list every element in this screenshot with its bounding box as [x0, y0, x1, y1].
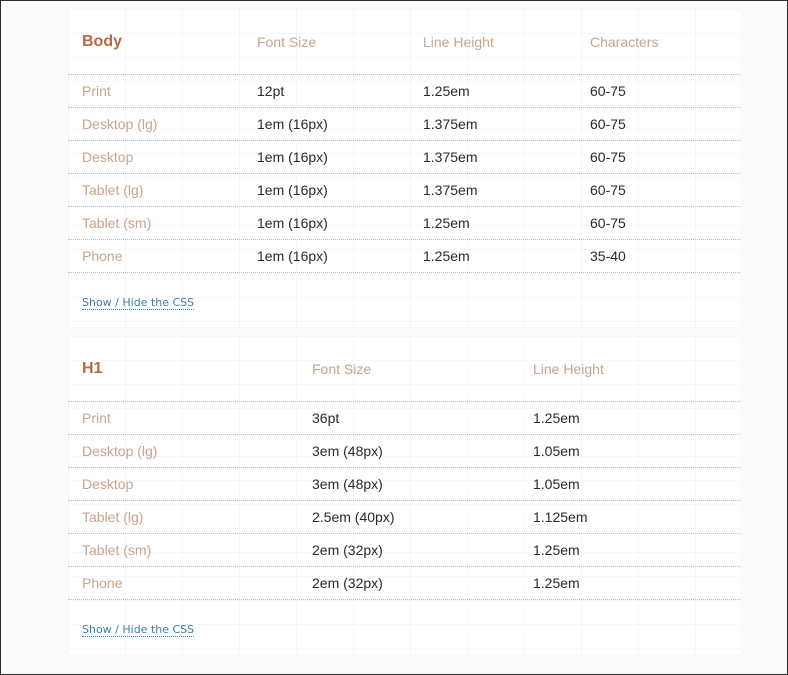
line-height-value: 1.25em — [423, 83, 470, 99]
toggle-css-link-h1[interactable]: Show / Hide the CSS — [82, 623, 195, 636]
font-size-value: 1em (16px) — [257, 248, 328, 264]
table-header-row — [68, 9, 740, 75]
table-row — [68, 108, 740, 141]
device-label: Tablet (lg) — [82, 182, 144, 198]
device-label: Desktop — [82, 149, 134, 165]
h1-type-card — [68, 336, 740, 654]
font-size-value: 2em (32px) — [312, 575, 383, 591]
device-label: Desktop (lg) — [82, 116, 158, 132]
line-height-value: 1.25em — [533, 410, 580, 426]
device-label: Desktop — [82, 476, 134, 492]
body-type-card — [68, 9, 740, 327]
table-header-row — [68, 336, 740, 402]
device-label: Print — [82, 410, 111, 426]
characters-value: 60-75 — [590, 215, 626, 231]
characters-value: 60-75 — [590, 116, 626, 132]
characters-value: 60-75 — [590, 149, 626, 165]
font-size-value: 36pt — [312, 410, 340, 426]
table-title-body: Body — [82, 32, 122, 50]
toggle-css-link-body[interactable]: Show / Hide the CSS — [82, 296, 195, 309]
line-height-value: 1.375em — [423, 182, 478, 198]
table-row — [68, 207, 740, 240]
line-height-value: 1.25em — [533, 575, 580, 591]
line-height-value: 1.25em — [533, 542, 580, 558]
table-row — [68, 435, 740, 468]
column-header-font-size: Font Size — [312, 360, 372, 377]
h1-type-table — [68, 336, 740, 600]
characters-value: 35-40 — [590, 248, 626, 264]
device-label: Phone — [82, 248, 123, 264]
table-row — [68, 240, 740, 273]
font-size-value: 2em (32px) — [312, 542, 383, 558]
font-size-value: 2.5em (40px) — [312, 509, 395, 525]
table-row — [68, 141, 740, 174]
table-row — [68, 75, 740, 108]
characters-value: 60-75 — [590, 83, 626, 99]
table-row — [68, 468, 740, 501]
line-height-value: 1.05em — [533, 443, 580, 459]
font-size-value: 1em (16px) — [257, 116, 328, 132]
font-size-value: 1em (16px) — [257, 149, 328, 165]
device-label: Tablet (sm) — [82, 542, 152, 558]
font-size-value: 1em (16px) — [257, 215, 328, 231]
table-row — [68, 402, 740, 435]
column-header-line-height: Line Height — [533, 360, 604, 377]
column-header-line-height: Line Height — [423, 33, 494, 50]
table-row — [68, 174, 740, 207]
line-height-value: 1.25em — [423, 215, 470, 231]
table-row — [68, 567, 740, 600]
font-size-value: 12pt — [257, 83, 285, 99]
line-height-value: 1.125em — [533, 509, 588, 525]
line-height-value: 1.05em — [533, 476, 580, 492]
font-size-value: 3em (48px) — [312, 443, 383, 459]
column-header-font-size: Font Size — [257, 33, 317, 50]
line-height-value: 1.375em — [423, 149, 478, 165]
column-header-characters: Characters — [590, 33, 659, 50]
device-label: Print — [82, 83, 111, 99]
line-height-value: 1.25em — [423, 248, 470, 264]
device-label: Tablet (lg) — [82, 509, 144, 525]
font-size-value: 1em (16px) — [257, 182, 328, 198]
line-height-value: 1.375em — [423, 116, 478, 132]
font-size-value: 3em (48px) — [312, 476, 383, 492]
device-label: Tablet (sm) — [82, 215, 152, 231]
body-type-table — [68, 9, 740, 273]
table-title-h1: H1 — [82, 359, 103, 377]
characters-value: 60-75 — [590, 182, 626, 198]
device-label: Phone — [82, 575, 123, 591]
table-row — [68, 534, 740, 567]
table-row — [68, 501, 740, 534]
device-label: Desktop (lg) — [82, 443, 158, 459]
